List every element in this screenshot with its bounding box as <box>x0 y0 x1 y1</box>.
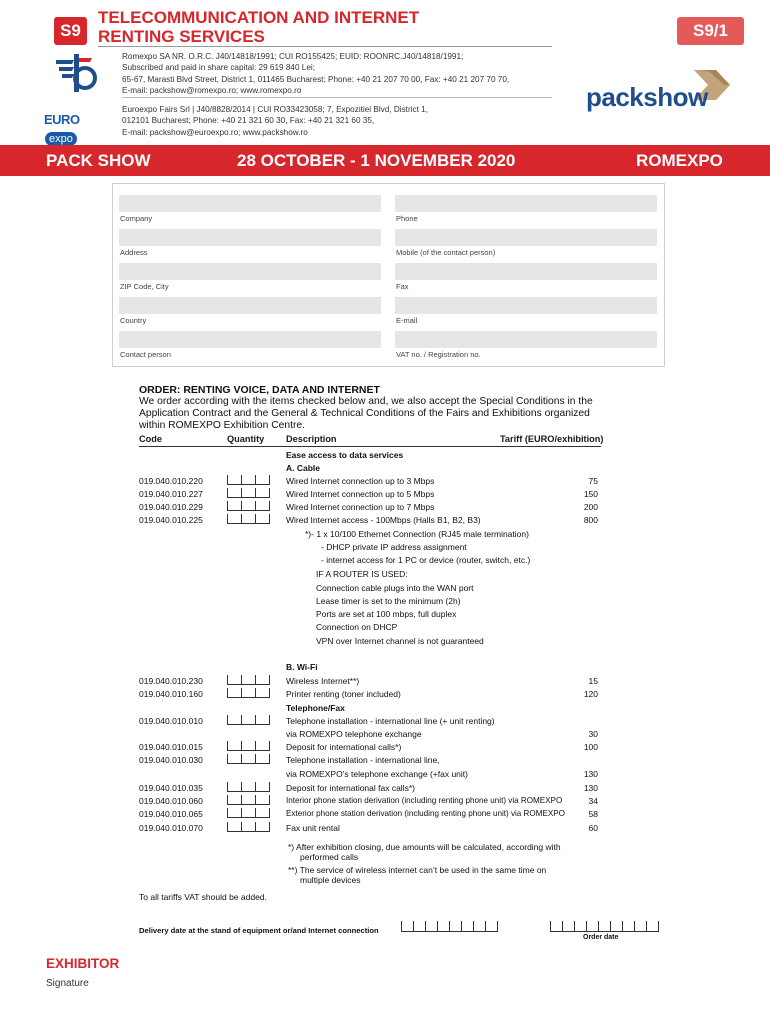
col-code-header: Code <box>139 434 162 444</box>
cable-note: *)- 1 x 10/100 Ethernet Connection (RJ45 male termination) <box>305 529 529 539</box>
item-tariff: 58 <box>588 809 598 819</box>
packshow-logo <box>586 68 736 112</box>
vat-note: To all tariffs VAT should be added. <box>139 892 267 902</box>
item-description: Wired Internet access - 100Mbps (Halls B1, B2, B3) <box>286 515 481 525</box>
email-label: E-mail <box>396 316 418 325</box>
quantity-input[interactable] <box>227 780 270 792</box>
quantity-input[interactable] <box>227 806 270 818</box>
zip-city-field[interactable] <box>119 263 381 280</box>
cable-note: Ports are set at 100 mbps, full duplex <box>316 609 457 619</box>
item-tariff: 75 <box>588 476 598 486</box>
event-dates: 28 OCTOBER - 1 NOVEMBER 2020 <box>237 151 516 170</box>
quantity-input[interactable] <box>227 686 270 698</box>
cable-note: - DHCP private IP address assignment <box>321 542 467 552</box>
col-description-header: Description <box>286 434 337 444</box>
page-badge: S9/1 <box>677 17 744 45</box>
order-title: ORDER: RENTING VOICE, DATA AND INTERNET <box>139 384 380 396</box>
page-title <box>98 8 478 46</box>
delivery-date-input[interactable] <box>401 920 498 932</box>
item-description: Interior phone station derivation (including renting phone unit) via ROMEXPO <box>286 796 563 805</box>
euroexpo-line: Euroexpo Fairs Srl | J40/8828/2014 | CUI RO33423058; 7, Expozitiei Blvd, District 1, <box>122 105 428 114</box>
cable-note: Connection cable plugs into the WAN port <box>316 583 474 593</box>
section-wifi: B. Wi-Fi <box>286 662 318 672</box>
romexpo-line: 65-67, Marasti Blvd Street, District 1, 011465 Bucharest; Phone: +40 21 207 70 00, Fax: +40 21 207 70 70, <box>122 74 510 84</box>
item-code: 019.040.010.035 <box>139 783 203 793</box>
fax-field[interactable] <box>395 263 657 280</box>
romexpo-line: E-mail: packshow@romexpo.ro; www.romexpo.ro <box>122 85 302 95</box>
quantity-input[interactable] <box>227 512 270 524</box>
section-cable: A. Cable <box>286 463 321 473</box>
item-tariff: 34 <box>588 796 598 806</box>
title-divider <box>98 46 552 47</box>
quantity-input[interactable] <box>227 739 270 751</box>
quantity-input[interactable] <box>227 673 270 685</box>
item-description: Fax unit rental <box>286 823 340 833</box>
contact-person-field[interactable] <box>119 331 381 348</box>
footnote-calls-cont: performed calls <box>300 852 359 862</box>
item-code: 019.040.010.220 <box>139 476 203 486</box>
phone-label: Phone <box>396 214 418 223</box>
col-tariff-header: Tariff (EURO/exhibition) <box>500 434 604 444</box>
item-description: Wireless Internet**) <box>286 676 360 686</box>
header-divider <box>139 446 601 447</box>
item-code: 019.040.010.010 <box>139 716 203 726</box>
email-field[interactable] <box>395 297 657 314</box>
euroexpo-logo <box>44 111 110 145</box>
item-tariff: 60 <box>588 823 598 833</box>
event-name: PACK SHOW <box>46 151 151 170</box>
item-tariff: 800 <box>583 515 598 525</box>
order-date-input[interactable] <box>550 920 659 932</box>
item-tariff: 15 <box>588 676 598 686</box>
item-description-cont: via ROMEXPO telephone exchange <box>286 729 422 739</box>
romexpo-line: Subscribed and paid in share capital: 29 619 840 Lei; <box>122 63 315 73</box>
delivery-date-label: Delivery date at the stand of equipment or/and Internet connection <box>139 926 379 935</box>
item-code: 019.040.010.160 <box>139 689 203 699</box>
phone-field[interactable] <box>395 195 657 212</box>
title-line-1: TELECOMMUNICATION AND INTERNET <box>98 8 420 27</box>
company-field[interactable] <box>119 195 381 212</box>
event-banner <box>0 145 770 176</box>
item-tariff: 30 <box>588 729 598 739</box>
quantity-input[interactable] <box>227 752 270 764</box>
footnote-wireless: **) The service of wireless internet can’t be used in the same time on <box>288 865 547 875</box>
item-tariff: 150 <box>583 489 598 499</box>
contact-person-label: Contact person <box>120 350 171 359</box>
item-tariff: 200 <box>583 502 598 512</box>
item-description: Deposit for international calls*) <box>286 742 402 752</box>
item-description: Printer renting (toner included) <box>286 689 401 699</box>
address-field[interactable] <box>119 229 381 246</box>
section-badge: S9 <box>54 17 87 45</box>
quantity-input[interactable] <box>227 499 270 511</box>
item-code: 019.040.010.225 <box>139 515 203 525</box>
zip-city-label: ZIP Code, City <box>120 282 169 291</box>
item-tariff: 130 <box>583 783 598 793</box>
vat-field[interactable] <box>395 331 657 348</box>
footnote-calls: *) After exhibition closing, due amounts will be calculated, according with <box>288 842 561 852</box>
col-quantity-header: Quantity <box>227 434 265 444</box>
footnote-wireless-cont: multiple devices <box>300 875 361 885</box>
cable-note: Lease timer is set to the minimum (2h) <box>316 596 461 606</box>
item-code: 019.040.010.030 <box>139 755 203 765</box>
item-tariff: 120 <box>583 689 598 699</box>
cable-note: Connection on DHCP <box>316 622 398 632</box>
address-label: Address <box>120 248 148 257</box>
quantity-input[interactable] <box>227 713 270 725</box>
order-terms: We order according with the items checked below and, we also accept the Special Conditions in the Application Contract and the General & Technical Conditions of the Fairs and Exhibitions organized within ROMEXPO Exhibition Centre. <box>139 396 593 431</box>
euroexpo-logo-euro: EURO <box>44 112 80 127</box>
cable-note: VPN over Internet channel is not guaranteed <box>316 636 484 646</box>
quantity-input[interactable] <box>227 473 270 485</box>
euroexpo-line: 012101 Bucharest; Phone: +40 21 321 60 30, Fax: +40 21 321 60 35, <box>122 116 375 126</box>
item-code: 019.040.010.229 <box>139 502 203 512</box>
item-tariff: 130 <box>583 769 598 779</box>
item-description: Telephone installation - international line (+ unit renting) <box>286 716 495 726</box>
country-label: Country <box>120 316 147 325</box>
cable-note: IF A ROUTER IS USED: <box>316 569 408 579</box>
item-code: 019.040.010.015 <box>139 742 203 752</box>
euroexpo-logo-expo: expo <box>45 132 77 146</box>
quantity-input[interactable] <box>227 486 270 498</box>
item-description: Deposit for international fax calls*) <box>286 783 415 793</box>
company-label: Company <box>120 214 153 223</box>
romexpo-logo-icon <box>52 50 100 96</box>
quantity-input[interactable] <box>227 820 270 832</box>
order-date-label: Order date <box>583 934 619 941</box>
euroexpo-contact-block <box>122 104 572 138</box>
item-tariff: 100 <box>583 742 598 752</box>
event-venue: ROMEXPO <box>636 151 723 170</box>
romexpo-line: Romexpo SA NR. O.R.C. J40/14818/1991; CUI RO155425; EUID: ROONRC.J40/14818/1991; <box>122 52 464 61</box>
item-code: 019.040.010.227 <box>139 489 203 499</box>
mobile-label: Mobile (of the contact person) <box>396 248 496 257</box>
item-code: 019.040.010.230 <box>139 676 203 686</box>
item-code: 019.040.010.065 <box>139 809 203 819</box>
section-telephone-fax: Telephone/Fax <box>286 703 345 713</box>
fax-label: Fax <box>396 282 409 291</box>
item-description: Wired Internet connection up to 3 Mbps <box>286 476 435 486</box>
title-line-2: RENTING SERVICES <box>98 27 265 46</box>
item-description-cont: via ROMEXPO’s telephone exchange (+fax unit) <box>286 769 468 779</box>
romexpo-contact-block <box>122 51 572 96</box>
contact-divider <box>122 97 552 98</box>
item-code: 019.040.010.070 <box>139 823 203 833</box>
vat-label: VAT no. / Registration no. <box>396 350 481 359</box>
item-code: 019.040.010.060 <box>139 796 203 806</box>
item-description: Exterior phone station derivation (including renting phone unit) via ROMEXPO <box>286 809 565 818</box>
signature-label: Signature <box>46 978 89 989</box>
exhibitor-details-form <box>112 183 665 367</box>
euroexpo-line: E-mail: packshow@euroexpo.ro; www.packshow.ro <box>122 127 308 137</box>
cable-note: - internet access for 1 PC or device (router, switch, etc.) <box>321 555 531 565</box>
mobile-field[interactable] <box>395 229 657 246</box>
packshow-wordmark: packshow <box>586 82 708 112</box>
item-description: Wired Internet connection up to 5 Mbps <box>286 489 435 499</box>
exhibitor-heading: EXHIBITOR <box>46 956 120 971</box>
item-description: Telephone installation - international line, <box>286 755 440 765</box>
country-field[interactable] <box>119 297 381 314</box>
item-description: Wired Internet connection up to 7 Mbps <box>286 502 435 512</box>
quantity-input[interactable] <box>227 793 270 805</box>
section-ease-access: Ease access to data services <box>286 450 404 460</box>
